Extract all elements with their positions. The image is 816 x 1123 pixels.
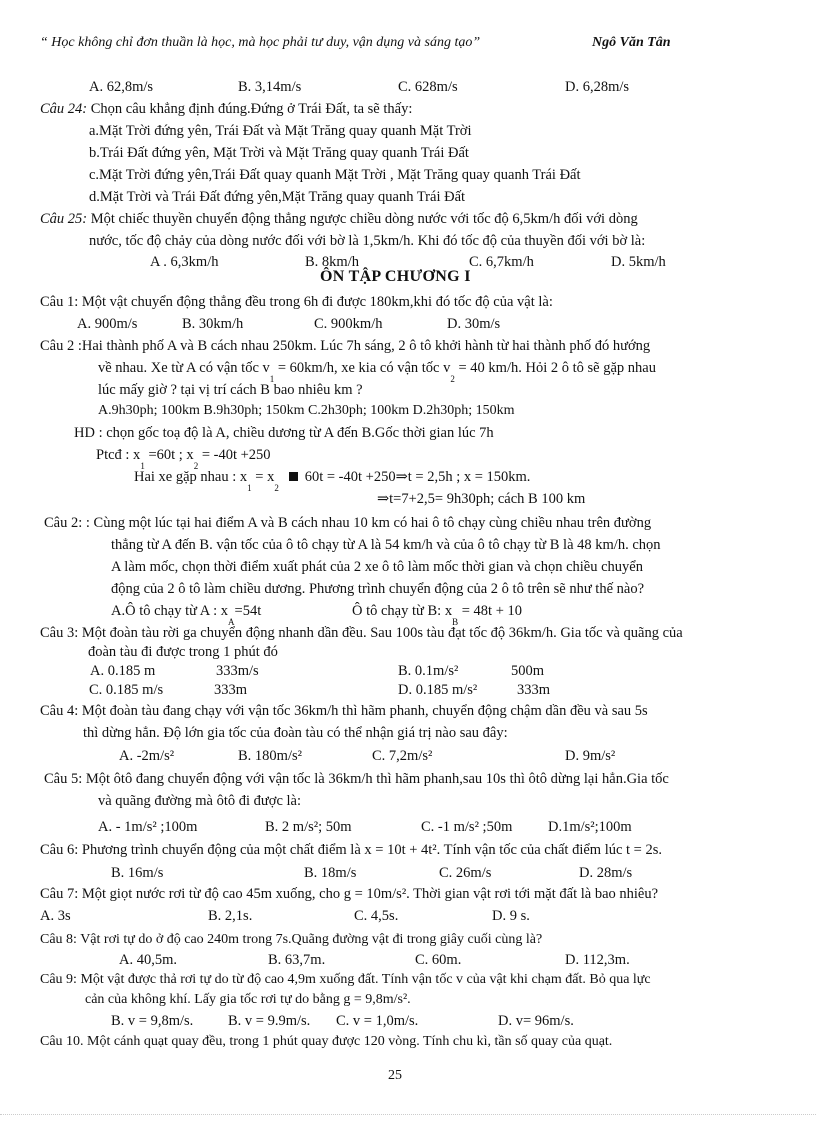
text-part: = -40t +250 [198,447,271,463]
option: C. 7,2m/s² [372,748,433,764]
option: B. 0.1m/s² [398,663,459,679]
question-25 [40,210,638,228]
equation [134,468,531,493]
subscript: 2 [193,461,199,471]
question-text: thì dừng hẳn. Độ lớn gia tốc của đoàn tàu có thể nhận giá trị nào sau đây: [83,725,508,741]
option: d.Mặt Trời và Trái Đất đứng yên,Mặt Trăng quay quanh Trái Đất [89,189,466,205]
option: C. 4,5s. [354,908,399,924]
subscript: 2 [274,483,279,493]
subscript: 1 [247,483,252,493]
text-part: = 60km/h, xe kia có vận tốc v [274,360,451,376]
option: B. 2 m/s²; 50m [265,819,352,835]
question-text [98,359,656,384]
text-part: 60t = -40t +250⇒t = 2,5h ; x = 150km. [304,469,531,485]
option: B. 30km/h [182,316,244,332]
option: B. 16m/s [111,865,164,881]
header-quote: “ Học không chỉ đơn thuần là học, mà học phải tư duy, vận dụng và sáng tạo” [40,35,481,50]
question-text: động của 2 ô tô làm chiều dương. Phương trình chuyển động của 2 ô tô trên sẽ như thế nào? [111,581,645,597]
subscript: 1 [269,374,275,384]
subscript: A [228,617,235,627]
option: A. -2m/s² [119,748,175,764]
question-label: Câu 24: [40,101,88,117]
result: ⇒t=7+2,5= 9h30ph; cách B 100 km [377,491,586,507]
question-text: Chọn câu khẳng định đúng.Đứng ở Trái Đất, ta sẽ thấy: [87,101,413,117]
option: b.Trái Đất đứng yên, Mặt Trời và Mặt Trăng quay quanh Trái Đất [89,145,469,161]
question-text: nước, tốc độ chảy của dòng nước đối với bờ là 1,5km/h. Khi đó tốc độ của thuyền đối với bờ là: [89,233,646,249]
option [111,602,262,627]
question-c10: Câu 10. Một cánh quạt quay đều, trong 1 phút quay được 120 vòng. Tính chu kì, tần số quay của quạt. [40,1034,613,1049]
question-text: thẳng từ A đến B. vận tốc của ô tô chạy từ A là 54 km/h và của ô tô chạy từ B là 48 km/h. chọn [111,537,661,553]
text-part: A.Ô tô chạy từ A : x [111,603,229,619]
text-part: =54t [234,603,262,619]
subscript: 2 [450,374,455,384]
option: A. 62,8m/s [89,79,154,95]
option: B. v = 9,8m/s. [111,1013,194,1029]
option: C. v = 1,0m/s. [336,1013,419,1029]
option: A. 40,5m. [119,952,177,968]
option: C. 60m. [415,952,462,968]
option: B. 3,14m/s [238,79,302,95]
question-text: cản của không khí. Lấy gia tốc rơi tự do bằng g = 9,8m/s². [85,992,411,1007]
question-text: A làm mốc, chọn thời điểm xuất phát của 2 xe ô tô làm mốc thời gian và chọn chiều chuyển [111,559,643,575]
option: C. -1 m/s² ;50m [421,819,513,835]
option: C. 0.185 m/s [89,682,164,698]
hint: HD : chọn gốc toạ độ là A, chiều dương từ A đến B.Gốc thời gian lúc 7h [74,425,494,441]
option: D. 112,3m. [565,952,630,968]
option: B. 18m/s [304,865,357,881]
question-c1: Câu 1: Một vật chuyển động thẳng đều trong 6h đi được 180km,khi đó tốc độ của vật là: [40,294,553,310]
text-part: = 40 km/h. Hỏi 2 ô tô sẽ gặp nhau [454,360,656,376]
bottom-divider [0,1114,816,1115]
option: C. 6,7km/h [469,254,534,270]
text-part: = 48t + 10 [458,603,522,619]
option: B. v = 9.9m/s. [228,1013,311,1029]
question-text: đoàn tàu đi được trong 1 phút đó [88,644,278,660]
option: D. 9 s. [492,908,530,924]
text-part: =60t ; x [144,447,194,463]
option-value: 500m [511,663,545,679]
text-part: Ptcđ : x [96,447,141,463]
option: D. 30m/s [447,316,501,332]
option: D. 9m/s² [565,748,616,764]
section-title: ÔN TẬP CHƯƠNG I [320,268,471,285]
option: D. 28m/s [579,865,633,881]
option: C. 26m/s [439,865,492,881]
option [352,602,522,627]
question-c6: Câu 6: Phương trình chuyển động của một chất điểm là x = 10t + 4t². Tính vận tốc của chất điểm lúc t = 2s. [40,842,663,858]
equation [96,446,271,471]
option-value: 333m [517,682,551,698]
square-bullet-icon [289,472,298,481]
option: c.Mặt Trời đứng yên,Trái Đất quay quanh Mặt Trời , Mặt Trăng quay quanh Trái Đất [89,167,581,183]
option: B. 8km/h [305,254,359,270]
option: B. 63,7m. [268,952,326,968]
question-c2a: Câu 2 :Hai thành phố A và B cách nhau 250km. Lúc 7h sáng, 2 ô tô khởi hành từ hai thành phố đó hướng [40,338,651,354]
option: C. 900km/h [314,316,383,332]
question-c8: Câu 8: Vật rơi tự do ở độ cao 240m trong 7s.Quãng đường vật đi trong giây cuối cùng là? [40,932,543,947]
text-part: về nhau. Xe từ A có vận tốc v [98,360,270,376]
option: A . 6,3km/h [150,254,219,270]
option: A. 900m/s [77,316,138,332]
question-text: và quãng đường mà ôtô đi được là: [98,793,301,809]
header-author: Ngô Văn Tân [592,35,671,50]
text-part: Hai xe gặp nhau : x [134,469,248,485]
question-label: Câu 25: [40,211,88,227]
option: B. 2,1s. [208,908,253,924]
options-line: A.9h30ph; 100km B.9h30ph; 150km C.2h30ph; 100km D.2h30ph; 150km [98,403,515,418]
question-c7: Câu 7: Một giọt nước rơi từ độ cao 45m xuống, cho g = 10m/s². Thời gian vật rơi tới mặt đất là bao nhiêu? [40,886,659,902]
question-c2b: Câu 2: : Cùng một lúc tại hai điểm A và B cách nhau 10 km có hai ô tô chạy cùng chiều nhau trên đường [44,515,652,531]
subscript: B [452,617,459,627]
page-number: 25 [388,1068,402,1083]
question-24 [40,100,412,118]
option: D. 0.185 m/s² [398,682,478,698]
question-c4: Câu 4: Một đoàn tàu đang chạy với vận tốc 36km/h thì hãm phanh, chuyển động chậm dần đều và sau 5s [40,703,648,719]
option: B. 180m/s² [238,748,302,764]
question-c9: Câu 9: Một vật được thả rơi tự do từ độ cao 4,9m xuống đất. Tính vận tốc v của vật khi chạm đất. Bỏ qua lực [40,972,651,987]
option: A. 0.185 m [90,663,156,679]
text-part: Ô tô chạy từ B: x [352,603,453,619]
question-c3: Câu 3: Một đoàn tàu rời ga chuyển động nhanh dần đều. Sau 100s tàu đạt tốc độ 36km/h. Gia tốc và quãng của [40,625,683,641]
option: A. 3s [40,908,71,924]
option: C. 628m/s [398,79,458,95]
option: A. - 1m/s² ;100m [98,819,198,835]
option: a.Mặt Trời đứng yên, Trái Đất và Mặt Trăng quay quanh Mặt Trời [89,123,472,139]
question-text: lúc mấy giờ ? tại vị trí cách B bao nhiêu km ? [98,382,363,398]
option: D. 5km/h [611,254,666,270]
option: D. 6,28m/s [565,79,630,95]
subscript: 1 [140,461,145,471]
option: D.1m/s²;100m [548,819,632,835]
text-part: = x [251,469,275,485]
option: D. v= 96m/s. [498,1013,574,1029]
option-value: 333m [214,682,248,698]
question-text: Một chiếc thuyền chuyển động thẳng ngược chiều dòng nước với tốc độ 6,5km/h đối với dòng [87,211,638,227]
question-c5: Câu 5: Một ôtô đang chuyển động với vận tốc là 36km/h thì hãm phanh,sau 10s thì ôtô dừng lại hẳn.Gia tốc [44,771,669,787]
option-value: 333m/s [216,663,259,679]
